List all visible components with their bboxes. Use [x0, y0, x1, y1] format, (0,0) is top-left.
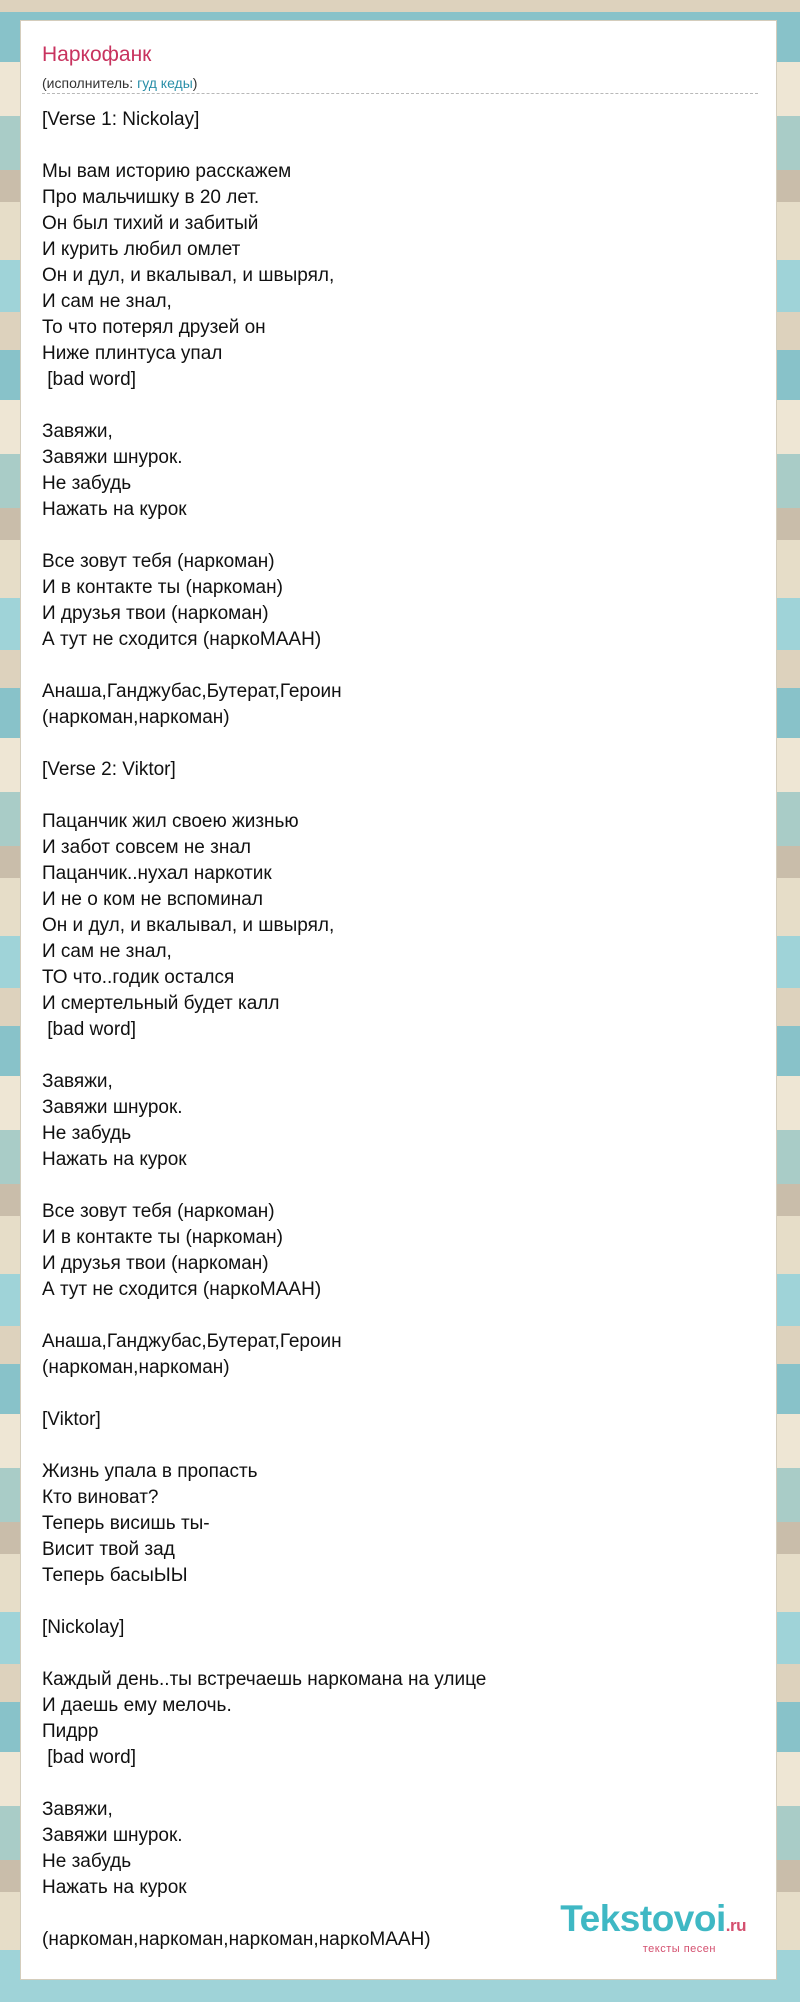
- lyric-line: Нажать на курок: [42, 499, 187, 520]
- lyric-line: Пидрр: [42, 1721, 99, 1742]
- lyric-line: Ниже плинтуса упал: [42, 343, 223, 364]
- lyric-line: Нажать на курок: [42, 1877, 187, 1898]
- lyric-line: А тут не сходится (наркоМААН): [42, 629, 322, 650]
- lyric-line: То что потерял друзей он: [42, 317, 266, 338]
- song-title: Наркофанк: [42, 43, 152, 66]
- lyric-line: Завяжи шнурок.: [42, 1097, 183, 1118]
- lyric-line: И сам не знал,: [42, 941, 172, 962]
- lyric-line: И не о ком не вспоминал: [42, 889, 263, 910]
- artist-suffix: ): [192, 75, 198, 91]
- logo-tagline: тексты песен: [642, 1943, 716, 1955]
- lyric-line: Про мальчишку в 20 лет.: [42, 187, 260, 208]
- lyric-line: [Verse 1: Nickolay]: [42, 109, 200, 130]
- lyric-line: (наркоман,наркоман): [42, 1357, 230, 1378]
- lyric-line: И курить любил омлет: [42, 239, 241, 260]
- lyric-line: Анаша,Ганджубас,Бутерат,Героин: [42, 681, 342, 702]
- artist-line: [42, 75, 197, 91]
- lyric-line: Теперь басыЫЫ: [42, 1565, 188, 1586]
- lyric-line: [bad word]: [42, 1747, 136, 1768]
- lyric-line: Завяжи шнурок.: [42, 447, 183, 468]
- logo-brand: Tekstovoi: [560, 1898, 726, 1939]
- lyric-line: И сам не знал,: [42, 291, 172, 312]
- lyric-line: А тут не сходится (наркоМААН): [42, 1279, 322, 1300]
- lyric-line: Не забудь: [42, 1851, 132, 1872]
- lyric-line: Мы вам историю расскажем: [42, 161, 292, 182]
- lyric-line: Кто виноват?: [42, 1487, 159, 1508]
- lyric-line: [42, 1433, 758, 1459]
- lyric-line: [42, 1771, 758, 1797]
- lyric-line: [42, 1589, 758, 1615]
- lyric-line: [42, 1381, 758, 1407]
- lyric-line: [bad word]: [42, 1019, 136, 1040]
- lyric-line: [42, 1043, 758, 1069]
- lyric-line: [42, 653, 758, 679]
- lyric-line: И даешь ему мелочь.: [42, 1695, 232, 1716]
- lyric-line: Он и дул, и вкалывал, и швырял,: [42, 265, 335, 286]
- lyric-line: Висит твой зад: [42, 1539, 175, 1560]
- title-divider: [42, 93, 758, 94]
- lyric-line: [42, 393, 758, 419]
- lyric-line: [Verse 2: Viktor]: [42, 759, 176, 780]
- lyric-line: [42, 1641, 758, 1667]
- lyric-line: И друзья твои (наркоман): [42, 603, 269, 624]
- lyric-line: [42, 731, 758, 757]
- lyric-line: [42, 133, 758, 159]
- lyric-line: И в контакте ты (наркоман): [42, 1227, 283, 1248]
- lyric-line: Он и дул, и вкалывал, и швырял,: [42, 915, 335, 936]
- lyric-line: Он был тихий и забитый: [42, 213, 259, 234]
- lyric-line: Не забудь: [42, 473, 132, 494]
- lyric-line: Каждый день..ты встречаешь наркомана на улице: [42, 1669, 487, 1690]
- lyric-line: [bad word]: [42, 369, 136, 390]
- artist-link[interactable]: гуд кеды: [137, 75, 193, 91]
- lyric-line: Жизнь упала в пропасть: [42, 1461, 258, 1482]
- lyric-line: Все зовут тебя (наркоман): [42, 551, 275, 572]
- lyric-line: [42, 783, 758, 809]
- lyric-line: [42, 1173, 758, 1199]
- lyric-line: Завяжи шнурок.: [42, 1825, 183, 1846]
- lyric-line: Завяжи,: [42, 1799, 113, 1820]
- lyric-line: И в контакте ты (наркоман): [42, 577, 283, 598]
- lyrics-card: [20, 20, 777, 1980]
- lyric-line: [Nickolay]: [42, 1617, 125, 1638]
- lyric-line: Завяжи,: [42, 1071, 113, 1092]
- site-logo[interactable]: [560, 1900, 746, 1955]
- lyric-line: Пацанчик жил своею жизнью: [42, 811, 299, 832]
- lyric-line: [42, 523, 758, 549]
- lyric-line: Теперь висишь ты-: [42, 1513, 210, 1534]
- lyric-line: ТО что..годик остался: [42, 967, 235, 988]
- lyrics-text: [42, 107, 758, 1953]
- lyric-line: И забот совсем не знал: [42, 837, 251, 858]
- lyric-line: Не забудь: [42, 1123, 132, 1144]
- lyric-line: И смертельный будет калл: [42, 993, 280, 1014]
- lyric-line: [Viktor]: [42, 1409, 101, 1430]
- lyric-line: Пацанчик..нухал наркотик: [42, 863, 272, 884]
- lyric-line: Нажать на курок: [42, 1149, 187, 1170]
- lyric-line: Анаша,Ганджубас,Бутерат,Героин: [42, 1331, 342, 1352]
- lyric-line: Завяжи,: [42, 421, 113, 442]
- logo-domain: .ru: [725, 1916, 746, 1935]
- lyric-line: И друзья твои (наркоман): [42, 1253, 269, 1274]
- lyric-line: [42, 1303, 758, 1329]
- artist-prefix: (исполнитель:: [42, 75, 138, 91]
- lyric-line: Все зовут тебя (наркоман): [42, 1201, 275, 1222]
- lyric-line: (наркоман,наркоман): [42, 707, 230, 728]
- lyric-line: (наркоман,наркоман,наркоман,наркоМААН): [42, 1929, 431, 1950]
